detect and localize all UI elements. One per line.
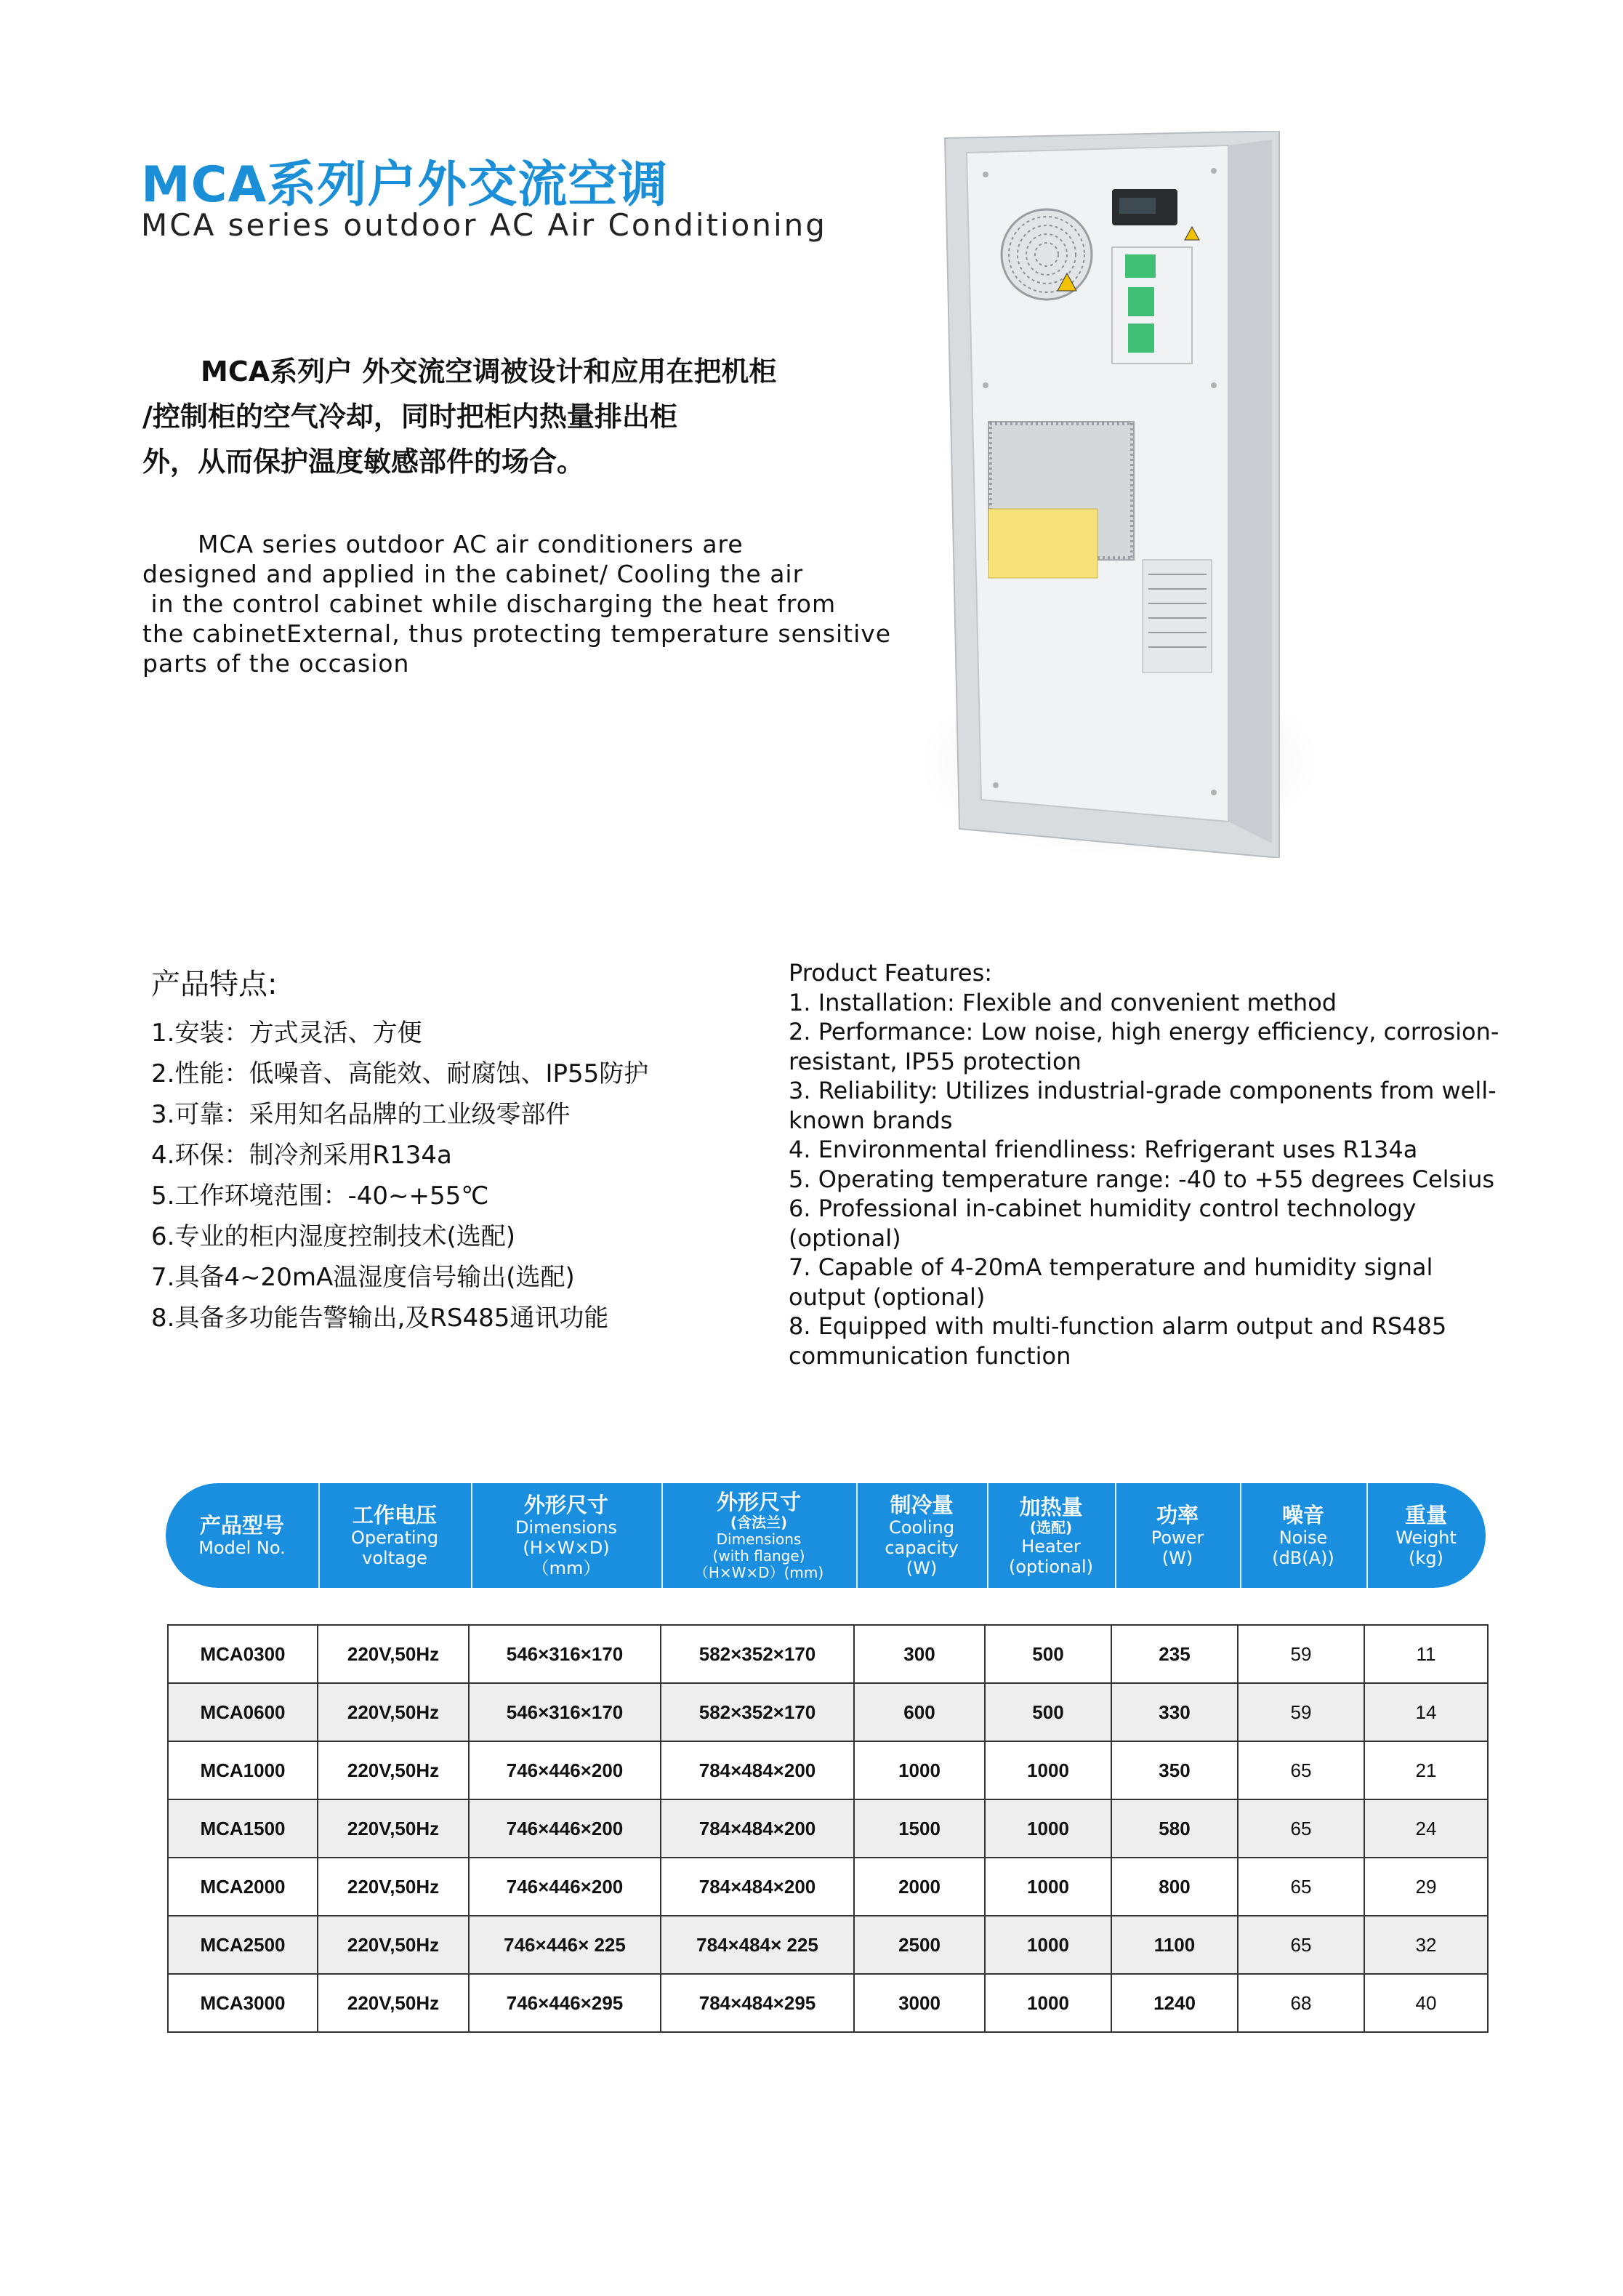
features-cn-item: 4.环保：制冷剂采用R134a	[151, 1141, 452, 1170]
cell-heater: 1000	[985, 1974, 1111, 2032]
features-cn-item: 8.具备多功能告警输出,及RS485通讯功能	[151, 1304, 609, 1333]
header-dims-en: （mm）	[531, 1558, 601, 1578]
header-voltage	[318, 1483, 472, 1588]
features-cn-item: 5.工作环境范围：-40~+55℃	[151, 1181, 489, 1211]
cell-dimensions-flange: 582×352×170	[661, 1683, 854, 1741]
cell-model: MCA2500	[168, 1916, 318, 1974]
header-cooling-en: Cooling	[889, 1517, 954, 1538]
table-row	[168, 1916, 1488, 1974]
header-heater-en: (optional)	[1009, 1556, 1093, 1577]
header-dims-flange-en: (with flange)	[712, 1547, 805, 1565]
header-voltage-en: voltage	[362, 1548, 427, 1568]
cell-power: 1100	[1111, 1916, 1238, 1974]
header-dims-flange-cn: 外形尺寸	[716, 1490, 801, 1514]
features-cn	[151, 961, 805, 1338]
fan-grille	[1002, 209, 1092, 300]
intro-en	[142, 529, 942, 678]
cell-noise: 68	[1238, 1974, 1364, 2032]
header-heater-cn: 加热量	[1019, 1494, 1083, 1520]
cell-dimensions: 746×446×200	[469, 1799, 661, 1858]
cell-voltage: 220V,50Hz	[318, 1858, 469, 1916]
table-header-band	[166, 1483, 1486, 1588]
cell-dimensions-flange: 784×484× 225	[661, 1916, 854, 1974]
header-dims-en: Dimensions	[515, 1517, 618, 1538]
nameplate	[1143, 560, 1212, 673]
table-row	[168, 1974, 1488, 2032]
header-dims-flange	[661, 1483, 858, 1588]
cell-dimensions: 546×316×170	[469, 1683, 661, 1741]
page-title-en: MCA series outdoor AC Air Conditioning	[141, 207, 827, 243]
table-row	[168, 1799, 1488, 1858]
header-power-en: Power	[1151, 1528, 1204, 1548]
cell-noise: 65	[1238, 1916, 1364, 1974]
header-cooling-cn: 制冷量	[890, 1493, 954, 1517]
intro-en-line: the cabinetExternal, thus protecting temperature sensitive	[142, 619, 892, 648]
cell-dimensions: 746×446×200	[469, 1741, 661, 1799]
product-image	[938, 131, 1286, 858]
table-row	[168, 1683, 1488, 1741]
cell-dimensions-flange: 784×484×200	[661, 1799, 854, 1858]
features-en	[789, 958, 1515, 1370]
features-en-item: 6. Professional in-cabinet humidity control technology (optional)	[789, 1195, 1417, 1252]
cell-weight: 24	[1364, 1799, 1488, 1858]
cell-voltage: 220V,50Hz	[318, 1741, 469, 1799]
table-row	[168, 1858, 1488, 1916]
cell-heater: 1000	[985, 1858, 1111, 1916]
header-model	[166, 1483, 320, 1588]
features-en-item: 1. Installation: Flexible and convenient method	[789, 988, 1337, 1016]
cell-noise: 65	[1238, 1858, 1364, 1916]
cell-dimensions: 746×446×200	[469, 1858, 661, 1916]
cell-model: MCA2000	[168, 1858, 318, 1916]
cell-heater: 1000	[985, 1741, 1111, 1799]
header-heater-en: Heater	[1021, 1536, 1081, 1557]
features-cn-item: 6.专业的柜内湿度控制技术(选配)	[151, 1222, 515, 1251]
cell-model: MCA0600	[168, 1683, 318, 1741]
cell-noise: 65	[1238, 1799, 1364, 1858]
cell-voltage: 220V,50Hz	[318, 1916, 469, 1974]
header-noise-en: Noise	[1278, 1528, 1328, 1548]
cell-model: MCA3000	[168, 1974, 318, 2032]
header-heater	[987, 1483, 1116, 1588]
cell-model: MCA1000	[168, 1741, 318, 1799]
cell-dimensions: 746×446×295	[469, 1974, 661, 2032]
cell-weight: 40	[1364, 1974, 1488, 2032]
cell-dimensions-flange: 582×352×170	[661, 1625, 854, 1683]
header-noise-cn: 噪音	[1281, 1503, 1324, 1528]
features-cn-item: 2.性能：低噪音、高能效、耐腐蚀、IP55防护	[151, 1059, 649, 1088]
features-cn-heading: 产品特点:	[151, 968, 278, 1001]
header-power	[1115, 1483, 1241, 1588]
header-model-en: Model No.	[198, 1538, 286, 1558]
cell-power: 330	[1111, 1683, 1238, 1741]
cell-noise: 65	[1238, 1741, 1364, 1799]
header-power-cn: 功率	[1156, 1503, 1199, 1528]
intro-cn	[142, 349, 797, 484]
features-en-item: 7. Capable of 4-20mA temperature and humidity signal output (optional)	[789, 1253, 1433, 1311]
cell-heater: 500	[985, 1683, 1111, 1741]
table-row	[168, 1741, 1488, 1799]
cell-dimensions: 746×446× 225	[469, 1916, 661, 1974]
cell-noise: 59	[1238, 1683, 1364, 1741]
cell-cooling: 300	[854, 1625, 985, 1683]
intro-cn-line: MCA系列户 外交流空调被设计和应用在把机柜	[201, 356, 777, 388]
table-row	[168, 1625, 1488, 1683]
features-en-item: 4. Environmental friendliness: Refrigerant uses R134a	[789, 1136, 1418, 1163]
cell-cooling: 2500	[854, 1916, 985, 1974]
header-model-cn: 产品型号	[199, 1513, 284, 1538]
features-en-item: 3. Reliability: Utilizes industrial-grade components from well-known brands	[789, 1077, 1497, 1134]
cell-cooling: 1000	[854, 1741, 985, 1799]
cell-cooling: 3000	[854, 1974, 985, 2032]
cell-dimensions-flange: 784×484×295	[661, 1974, 854, 2032]
features-cn-item: 3.可靠：采用知名品牌的工业级零部件	[151, 1100, 571, 1129]
intro-cn-line: /控制柜的空气冷却，同时把柜内热量排出柜	[142, 401, 677, 433]
cell-heater: 1000	[985, 1916, 1111, 1974]
cell-power: 580	[1111, 1799, 1238, 1858]
cell-voltage: 220V,50Hz	[318, 1974, 469, 2032]
header-weight-en: Weight	[1396, 1528, 1457, 1548]
header-heater-cn: (选配)	[1029, 1518, 1073, 1536]
cell-weight: 14	[1364, 1683, 1488, 1741]
cell-power: 1240	[1111, 1974, 1238, 2032]
cell-dimensions: 546×316×170	[469, 1625, 661, 1683]
intro-cn-line: 外，从而保护温度敏感部件的场合。	[142, 446, 585, 478]
cell-heater: 500	[985, 1625, 1111, 1683]
terminal-block	[1125, 254, 1156, 278]
header-weight-cn: 重量	[1404, 1503, 1447, 1528]
cell-model: MCA1500	[168, 1799, 318, 1858]
cell-dimensions-flange: 784×484×200	[661, 1858, 854, 1916]
cell-cooling: 1500	[854, 1799, 985, 1858]
features-cn-item: 1.安装：方式灵活、方便	[151, 1019, 422, 1048]
cell-noise: 59	[1238, 1625, 1364, 1683]
header-cooling	[856, 1483, 988, 1588]
warning-label	[988, 509, 1098, 578]
page-title-cn: MCA系列户外交流空调	[141, 156, 669, 214]
cell-power: 800	[1111, 1858, 1238, 1916]
features-cn-item: 7.具备4~20mA温湿度信号输出(选配)	[151, 1263, 575, 1292]
header-dims-flange-cn: (含法兰)	[730, 1514, 788, 1531]
cell-cooling: 2000	[854, 1858, 985, 1916]
header-weight-en: (kg)	[1409, 1548, 1443, 1568]
header-dims	[471, 1483, 663, 1588]
features-en-item: 2. Performance: Low noise, high energy efficiency, corrosion-resistant, IP55 protection	[789, 1018, 1499, 1075]
header-dims-flange-en: Dimensions	[716, 1530, 802, 1548]
cell-power: 235	[1111, 1625, 1238, 1683]
features-en-item: 8. Equipped with multi-function alarm output and RS485 communication function	[789, 1312, 1447, 1370]
header-cooling-en: capacity	[885, 1538, 959, 1558]
intro-en-line: MCA series outdoor AC air conditioners are	[198, 530, 744, 558]
header-noise-en: (dB(A))	[1272, 1548, 1334, 1568]
header-voltage-cn: 工作电压	[352, 1503, 437, 1528]
cell-weight: 11	[1364, 1625, 1488, 1683]
header-weight	[1366, 1483, 1486, 1588]
cell-voltage: 220V,50Hz	[318, 1683, 469, 1741]
header-noise	[1240, 1483, 1368, 1588]
features-en-heading: Product Features:	[789, 959, 993, 987]
header-power-en: (W)	[1161, 1548, 1193, 1568]
cell-dimensions-flange: 784×484×200	[661, 1741, 854, 1799]
cell-power: 350	[1111, 1741, 1238, 1799]
cell-model: MCA0300	[168, 1625, 318, 1683]
cell-weight: 29	[1364, 1858, 1488, 1916]
header-dims-flange-en: （H×W×D）(mm)	[693, 1564, 824, 1581]
intro-en-line: parts of the occasion	[142, 649, 410, 678]
header-cooling-en: (W)	[906, 1558, 938, 1578]
cell-voltage: 220V,50Hz	[318, 1625, 469, 1683]
intro-en-line: in the control cabinet while discharging the heat from	[142, 590, 837, 618]
features-en-item: 5. Operating temperature range: -40 to +55 degrees Celsius	[789, 1165, 1495, 1193]
intro-en-line: designed and applied in the cabinet/ Cooling the air	[142, 560, 804, 588]
header-dims-cn: 外形尺寸	[523, 1493, 608, 1517]
header-voltage-en: Operating	[351, 1528, 438, 1548]
cell-heater: 1000	[985, 1799, 1111, 1858]
cell-weight: 32	[1364, 1916, 1488, 1974]
cell-voltage: 220V,50Hz	[318, 1799, 469, 1858]
cell-cooling: 600	[854, 1683, 985, 1741]
cell-weight: 21	[1364, 1741, 1488, 1799]
spec-table	[167, 1624, 1489, 2033]
header-dims-en: (H×W×D)	[523, 1538, 610, 1558]
